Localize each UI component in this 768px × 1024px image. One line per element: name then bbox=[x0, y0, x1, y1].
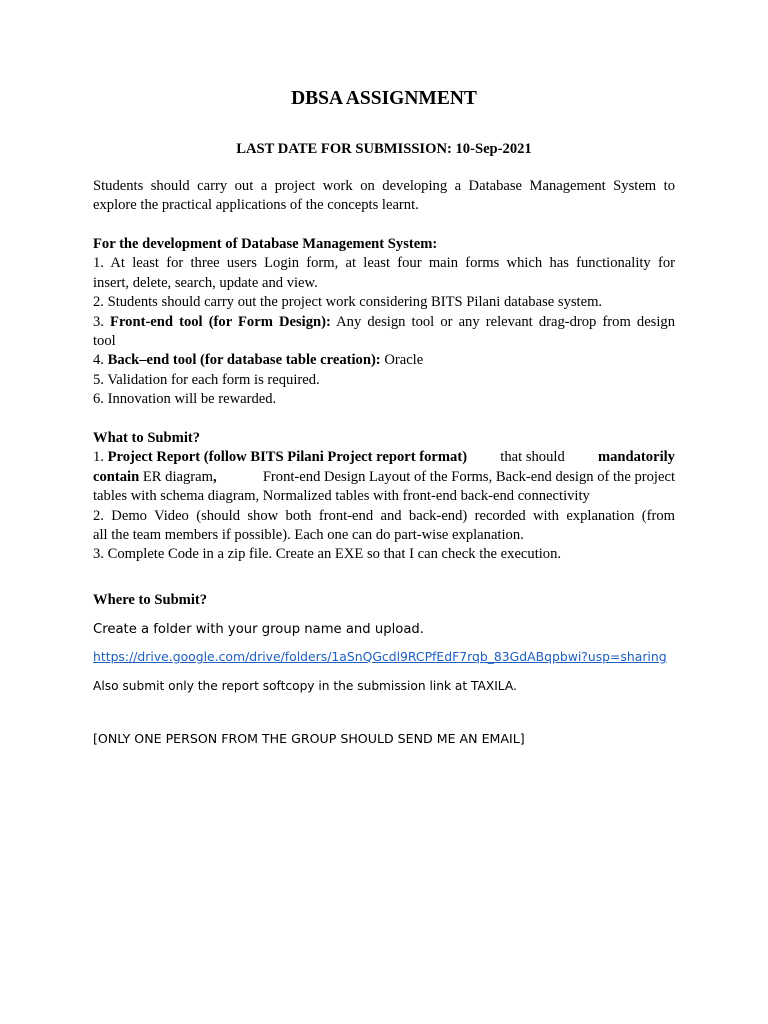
create-folder-instruction: Create a folder with your group name and upload. bbox=[93, 622, 424, 637]
development-item-3 bbox=[93, 313, 675, 332]
what-item-1-line-2 bbox=[93, 468, 675, 487]
intro-line-2: explore the practical applications of the concepts learnt. bbox=[93, 197, 419, 214]
what-item-3: 3. Complete Code in a zip file. Create an EXE so that I can check the execution. bbox=[93, 546, 562, 563]
what-item-1-line-2-left bbox=[93, 468, 217, 487]
what-item-1-line-2-right: Front-end Design Layout of the Forms, Back-end design of the project bbox=[262, 468, 675, 485]
development-item-4-rest: Oracle bbox=[380, 352, 424, 369]
where-to-submit-heading: Where to Submit? bbox=[93, 592, 208, 608]
development-item-4 bbox=[93, 351, 675, 370]
development-item-4-bold: Back–end tool (for database table creation): bbox=[107, 352, 381, 369]
development-section bbox=[93, 235, 675, 410]
what-item-2-line-2: all the team members if possible). Each one can do part-wise explanation. bbox=[93, 527, 524, 544]
development-item-1-line-2: insert, delete, search, update and view. bbox=[93, 274, 318, 291]
google-drive-link[interactable]: https://drive.google.com/drive/folders/1aSnQGcdl9RCPfEdF7rqb_83GdABqpbwi?usp=sharing bbox=[93, 649, 667, 664]
what-item-1-mandatorily: mandatorily bbox=[597, 449, 675, 466]
what-item-2-line-1: 2. Demo Video (should show both front-end and back-end) recorded with explanation (from bbox=[93, 507, 675, 524]
development-item-5: 5. Validation for each form is required. bbox=[93, 371, 320, 388]
what-to-submit-section bbox=[93, 429, 675, 565]
what-item-1-line-1-row bbox=[93, 448, 675, 467]
what-item-1-er-diagram: ER diagram bbox=[139, 468, 213, 485]
intro-paragraph bbox=[93, 177, 675, 216]
what-item-1-mid: that should bbox=[500, 449, 565, 466]
development-item-3-rest: Any design tool or any relevant drag-drop from design bbox=[330, 313, 676, 330]
what-item-1-comma: , bbox=[212, 468, 217, 485]
what-to-submit-heading: What to Submit? bbox=[93, 430, 201, 446]
document-title: DBSA ASSIGNMENT bbox=[291, 88, 477, 109]
development-item-3-prefix: 3. bbox=[93, 313, 111, 330]
where-to-submit-section bbox=[93, 591, 675, 610]
intro-line-1: Students should carry out a project work on developing a Database Management System to bbox=[93, 178, 675, 194]
what-item-1-prefix: 1. bbox=[93, 449, 108, 466]
development-item-1-line-1: 1. At least for three users Login form, at least four main forms which has functionality for bbox=[93, 255, 675, 272]
development-item-6: 6. Innovation will be rewarded. bbox=[93, 391, 277, 408]
what-item-1-report-bold: Project Report (follow BITS Pilani Project report format) bbox=[107, 449, 468, 466]
what-item-1-line-3: tables with schema diagram, Normalized tables with front-end back-end connectivity bbox=[93, 488, 590, 505]
what-item-1-contain: contain bbox=[93, 468, 140, 485]
development-item-3-line-2: tool bbox=[93, 333, 116, 350]
development-item-3-bold: Front-end tool (for Form Design): bbox=[110, 313, 331, 330]
development-item-2: 2. Students should carry out the project work considering BITS Pilani database system. bbox=[93, 294, 603, 311]
taxila-submission-note: Also submit only the report softcopy in the submission link at TAXILA. bbox=[93, 679, 517, 693]
email-instruction: [ONLY ONE PERSON FROM THE GROUP SHOULD SEND ME AN EMAIL] bbox=[93, 731, 525, 746]
submission-deadline: LAST DATE FOR SUBMISSION: 10-Sep-2021 bbox=[236, 141, 532, 157]
development-heading: For the development of Database Management System: bbox=[93, 236, 438, 252]
what-item-1-line-1 bbox=[93, 448, 675, 467]
development-item-4-prefix: 4. bbox=[93, 352, 108, 369]
what-item-1-prefix-and-bold bbox=[93, 448, 467, 467]
